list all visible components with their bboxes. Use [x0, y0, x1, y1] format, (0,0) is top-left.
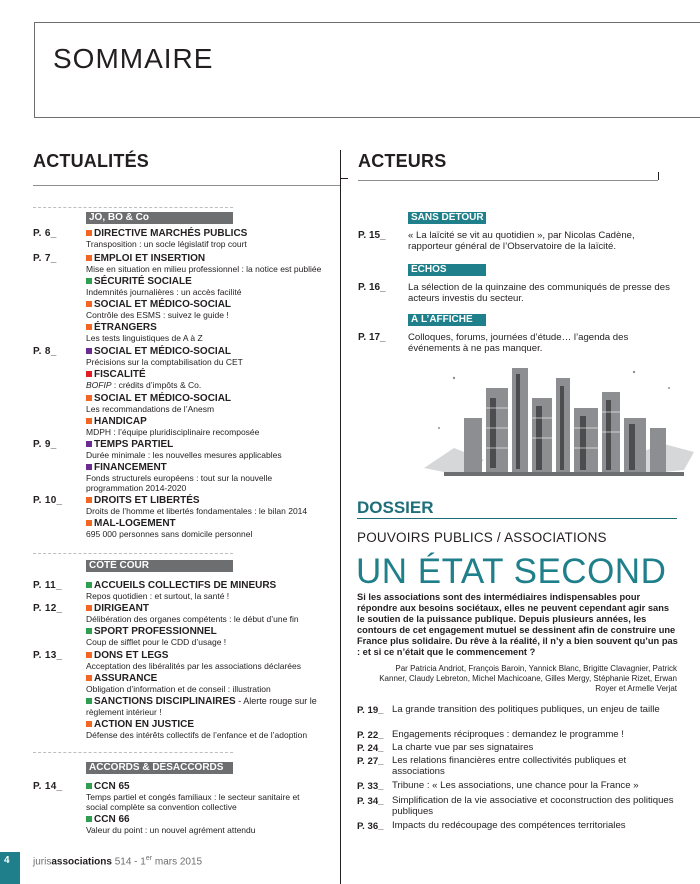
entry-description: Les tests linguistiques de A à Z [86, 333, 203, 343]
page-ref: P. 6_ [33, 228, 57, 239]
entry-title: SOCIAL ET MÉDICO-SOCIAL [94, 299, 232, 310]
square-bullet-icon [86, 278, 92, 284]
dossier-entry[interactable]: Simplification de la vie associative et coconstruction des politiques publiques [392, 795, 674, 817]
toc-entry[interactable] [86, 253, 348, 274]
entry-description: Indemnités journalières : un accès facilité [86, 287, 242, 297]
toc-entry[interactable] [86, 228, 348, 249]
footer-issue-sup: er [145, 855, 153, 862]
sommaire-box [34, 22, 700, 118]
entry-title: EMPLOI ET INSERTION [94, 253, 206, 264]
entry-description-rest: : crédits d’impôts & Co. [111, 380, 202, 390]
entry-title: DONS ET LEGS [94, 650, 169, 661]
footer-publication [33, 855, 202, 867]
section-band-jo-bo-co: JO, BO & Co [86, 212, 233, 224]
entry-description: règlement intérieur ! [86, 707, 162, 717]
page-ref: P. 17_ [358, 332, 386, 343]
entry-title: SANCTIONS DISCIPLINAIRES [94, 696, 236, 707]
toc-entry[interactable] [86, 626, 348, 647]
actualites-rule [33, 185, 340, 186]
square-bullet-icon [86, 255, 92, 261]
footer-page-number: 4 [4, 855, 10, 866]
section-band-accords: ACCORDS & DÉSACCORDS [86, 762, 233, 774]
square-bullet-icon [86, 605, 92, 611]
toc-entry[interactable] [86, 322, 348, 343]
actualites-rule-tick [340, 178, 348, 179]
acteurs-entry[interactable]: Colloques, forums, journées d’étude… l’agenda des événements à ne pas manquer. [408, 332, 629, 354]
page-ref: P. 7_ [33, 253, 57, 264]
toc-entry[interactable] [86, 276, 348, 297]
entry-title: CCN 66 [94, 814, 130, 825]
toc-entry[interactable] [86, 518, 348, 539]
footer-issue: 514 - 1 [111, 856, 146, 868]
entry-title: DIRIGEANT [94, 603, 149, 614]
entry-title: DROITS ET LIBERTÉS [94, 495, 200, 506]
entry-title: ACTION EN JUSTICE [94, 719, 195, 730]
section-band-cote-cour: CÔTÉ COUR [86, 560, 233, 572]
toc-entry[interactable] [86, 603, 348, 624]
entry-title-extra: - Alerte rouge sur le [235, 696, 317, 706]
dossier-authors: Par Patricia Andriot, François Baroin, Yannick Blanc, Brigitte Clavagnier, Patrick Kanner, Claudy Lebreton, Michel Machicoane, Gilles Mergy, Stéphanie Rizet, Erwan Royer et Armelle Verjat [379, 664, 677, 693]
page-ref: P. 14_ [33, 781, 63, 792]
square-bullet-icon [86, 395, 92, 401]
dossier-label: DOSSIER [357, 498, 434, 517]
square-bullet-icon [86, 675, 92, 681]
entry-title: TEMPS PARTIEL [94, 439, 174, 450]
section-divider [33, 752, 233, 753]
dossier-entry[interactable]: Les relations financières entre collectivités publiques et associations [392, 755, 627, 777]
toc-entry[interactable] [86, 781, 348, 812]
square-bullet-icon [86, 721, 92, 727]
acteurs-rule [358, 180, 658, 181]
page-ref: P. 33_ [357, 781, 384, 792]
square-bullet-icon [86, 301, 92, 307]
entry-title: ASSURANCE [94, 673, 158, 684]
toc-entry[interactable] [86, 393, 348, 414]
page-ref: P. 24_ [357, 743, 384, 754]
entry-description: Délibération des organes compétents : le début d’une fin [86, 614, 299, 624]
toc-entry[interactable] [86, 719, 348, 740]
dossier-entry[interactable]: Engagements réciproques : demandez le programme ! [392, 729, 624, 740]
dossier-entry[interactable]: Impacts du redécoupage des compétences territoriales [392, 820, 626, 831]
entry-description: Obligation d’information et de conseil : illustration [86, 684, 271, 694]
entry-description: Fonds structurels européens : tout sur la nouvelle programmation 2014-2020 [86, 473, 273, 493]
square-bullet-icon [86, 371, 92, 377]
square-bullet-icon [86, 628, 92, 634]
entry-description [86, 380, 348, 390]
entry-title: SOCIAL ET MÉDICO-SOCIAL [94, 393, 232, 404]
square-bullet-icon [86, 698, 92, 704]
acteurs-entry[interactable]: La sélection de la quinzaine des communiqués de presse des acteurs investis du secteur. [408, 282, 670, 304]
section-divider [33, 207, 233, 208]
entry-description: Mise en situation en milieu professionnel : la notice est publiée [86, 264, 322, 274]
toc-entry[interactable] [86, 299, 348, 320]
entry-description: 695 000 personnes sans domicile personnel [86, 529, 253, 539]
toc-entry[interactable] [86, 650, 348, 671]
toc-entry[interactable] [86, 814, 348, 835]
entry-title: MAL-LOGEMENT [94, 518, 176, 529]
page-ref: P. 16_ [358, 282, 386, 293]
entry-title: SOCIAL ET MÉDICO-SOCIAL [94, 346, 232, 357]
entry-description: Acceptation des libéralités par les associations déclarées [86, 661, 301, 671]
entry-title: HANDICAP [94, 416, 147, 427]
entry-title: ACCUEILS COLLECTIFS DE MINEURS [94, 580, 277, 591]
toc-entry[interactable] [86, 462, 348, 493]
page-ref: P. 34_ [357, 796, 384, 807]
actualites-heading: ACTUALITÉS [33, 151, 149, 171]
toc-entry[interactable] [86, 369, 348, 390]
section-band-echos: ÉCHOS [408, 264, 486, 276]
city-skyline-illustration [424, 348, 694, 493]
dossier-entry[interactable]: La charte vue par ses signataires [392, 742, 534, 753]
square-bullet-icon [86, 464, 92, 470]
entry-description: Précisions sur la comptabilisation du CET [86, 357, 243, 367]
entry-description: Valeur du point : un nouvel agrément attendu [86, 825, 256, 835]
entry-description: Contrôle des ESMS : suivez le guide ! [86, 310, 229, 320]
square-bullet-icon [86, 816, 92, 822]
entry-description: Défense des intérêts collectifs de l’enfance et de l’adoption [86, 730, 308, 740]
square-bullet-icon [86, 783, 92, 789]
page-ref: P. 8_ [33, 346, 57, 357]
square-bullet-icon [86, 497, 92, 503]
dossier-entry[interactable]: La grande transition des politiques publiques, un enjeu de taille [392, 704, 660, 715]
square-bullet-icon [86, 652, 92, 658]
toc-entry[interactable] [86, 346, 348, 367]
dossier-title: UN ÉTAT SECOND [356, 552, 667, 591]
footer-brand-main: associations [51, 856, 112, 868]
square-bullet-icon [86, 348, 92, 354]
entry-title: FISCALITÉ [94, 369, 146, 380]
page-ref: P. 9_ [33, 439, 57, 450]
entry-description: Coup de sifflet pour le CDD d’usage ! [86, 637, 227, 647]
toc-entry[interactable] [86, 673, 348, 694]
page-ref: P. 22_ [357, 730, 384, 741]
page-ref: P. 13_ [33, 650, 63, 661]
page-ref: P. 15_ [358, 230, 386, 241]
entry-description: Repos quotidien : et surtout, la santé ! [86, 591, 230, 601]
entry-description: Droits de l’homme et libertés fondamentales : le bilan 2014 [86, 506, 308, 516]
entry-title: SÉCURITÉ SOCIALE [94, 276, 192, 287]
dossier-rule [357, 518, 677, 519]
toc-entry[interactable] [86, 416, 348, 437]
entry-title: DIRECTIVE MARCHÉS PUBLICS [94, 228, 248, 239]
entry-title: FINANCEMENT [94, 462, 167, 473]
square-bullet-icon [86, 520, 92, 526]
acteurs-entry[interactable]: « La laïcité se vit au quotidien », par Nicolas Cadène, rapporteur général de l’Observatoire de la laïcité. [408, 230, 635, 252]
toc-entry[interactable] [86, 696, 348, 717]
dossier-intro: Si les associations sont des intermédiaires indispensables pour répondre aux besoins sociétaux, elles ne peuvent cependant agir sans le soutien de la puissance publique. Depuis plusieurs années, les contours de cet engagement mutuel se dessinent afin de construire une France plus solidaire. Du rêve à la réalité, il n’y a bien souvent qu’un pas : et si ce n’était que le commencement ? [357, 592, 678, 657]
toc-entry[interactable] [86, 439, 348, 460]
page-ref: P. 36_ [357, 821, 384, 832]
entry-description: Durée minimale : les nouvelles mesures applicables [86, 450, 282, 460]
entry-description-italic: BOFIP [86, 380, 112, 390]
section-band-a-l-affiche: À L’AFFICHE [408, 314, 486, 326]
toc-entry[interactable] [86, 580, 348, 601]
page-ref: P. 19_ [357, 705, 384, 716]
section-divider [33, 553, 233, 554]
entry-description: Temps partiel et congés familiaux : le secteur sanitaire et social complète sa convention collective [86, 792, 300, 812]
square-bullet-icon [86, 230, 92, 236]
dossier-entry[interactable]: Tribune : « Les associations, une chance pour la France » [392, 780, 639, 791]
toc-entry[interactable] [86, 495, 348, 516]
entry-title: ÉTRANGERS [94, 322, 157, 333]
footer-brand-prefix: juris [33, 856, 52, 868]
acteurs-heading: ACTEURS [358, 151, 447, 171]
section-band-sans-detour: SANS DÉTOUR [408, 212, 486, 224]
dossier-subtitle: POUVOIRS PUBLICS / ASSOCIATIONS [357, 530, 607, 545]
page-ref: P. 11_ [33, 580, 62, 591]
entry-description: Transposition : un socle législatif trop court [86, 239, 247, 249]
entry-title: CCN 65 [94, 781, 130, 792]
page-ref: P. 12_ [33, 603, 63, 614]
footer-page-block [0, 852, 20, 884]
square-bullet-icon [86, 582, 92, 588]
page-ref: P. 27_ [357, 756, 384, 767]
page-title: SOMMAIRE [53, 43, 214, 74]
square-bullet-icon [86, 441, 92, 447]
entry-description: MDPH : l’équipe pluridisciplinaire recomposée [86, 427, 260, 437]
footer-issue-date: mars 2015 [152, 856, 203, 868]
acteurs-rule-tick [658, 172, 659, 180]
entry-description: Les recommandations de l’Anesm [86, 404, 215, 414]
square-bullet-icon [86, 324, 92, 330]
entry-title: SPORT PROFESSIONNEL [94, 626, 217, 637]
page-ref: P. 10_ [33, 495, 63, 506]
square-bullet-icon [86, 418, 92, 424]
